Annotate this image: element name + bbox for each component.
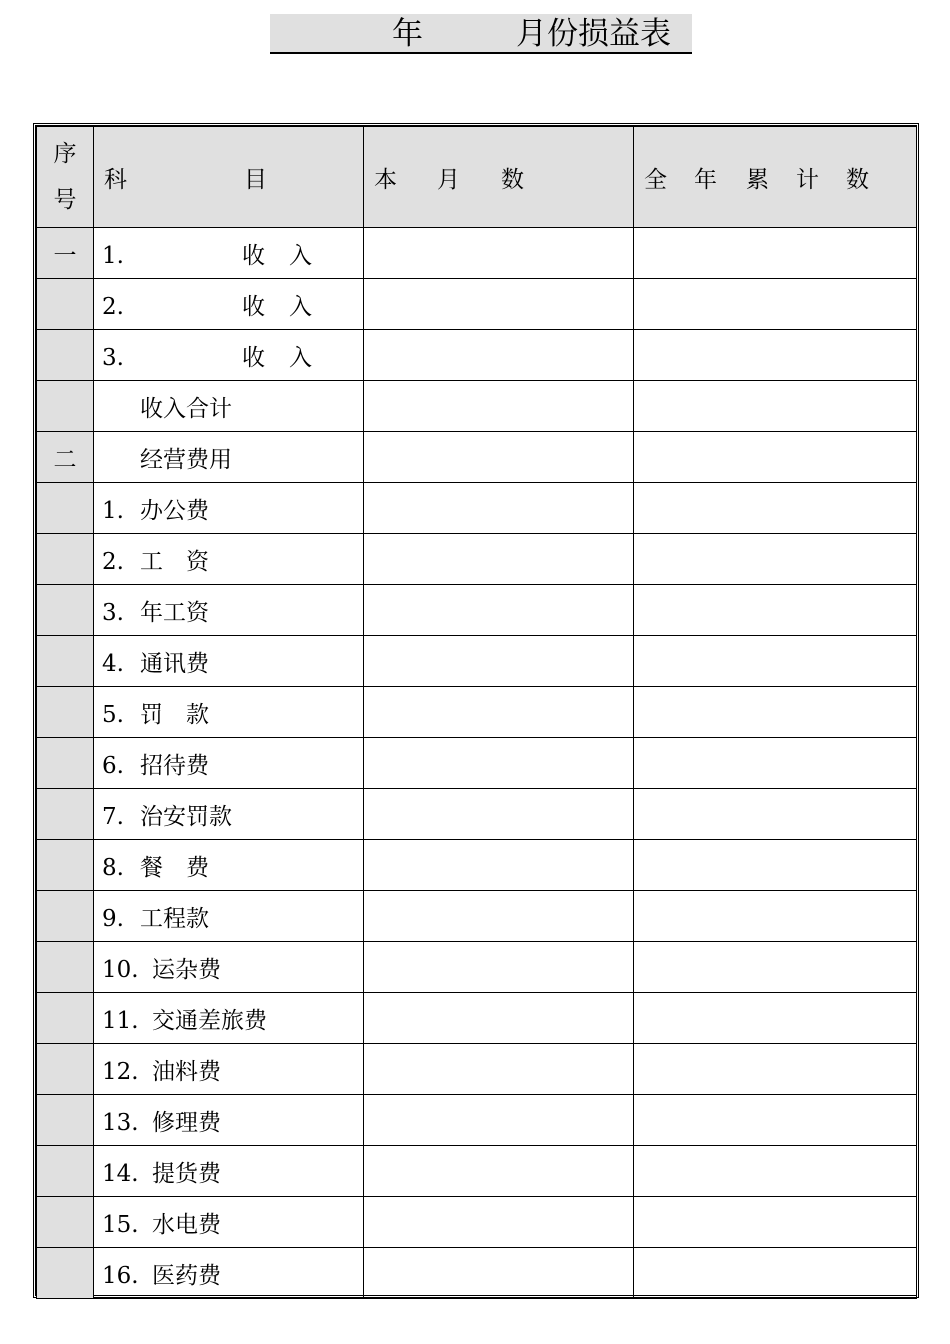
header-month: 本 月 数 xyxy=(364,127,634,228)
year-total-value-cell[interactable] xyxy=(634,1248,917,1299)
table-row xyxy=(37,228,917,279)
row-number: 14. xyxy=(102,1160,139,1187)
expense-label: 罚 款 xyxy=(140,701,209,728)
month-value-cell[interactable] xyxy=(364,1095,634,1146)
row-number: 11. xyxy=(102,1007,139,1034)
row-subject xyxy=(94,585,364,636)
year-total-value-cell[interactable] xyxy=(634,1044,917,1095)
table-row xyxy=(37,330,917,381)
month-value-cell[interactable] xyxy=(364,636,634,687)
expense-header-label: 经营费用 xyxy=(140,446,232,473)
profit-loss-table xyxy=(36,126,917,1299)
expense-label: 修理费 xyxy=(152,1109,221,1136)
row-number: 12. xyxy=(102,1058,139,1085)
row-index xyxy=(37,381,94,432)
table-row xyxy=(37,636,917,687)
table-row xyxy=(37,432,917,483)
expense-label: 工程款 xyxy=(140,905,209,932)
expense-label: 医药费 xyxy=(152,1262,221,1289)
year-total-value-cell[interactable] xyxy=(634,942,917,993)
row-number: 8. xyxy=(102,854,124,881)
row-index xyxy=(37,1044,94,1095)
row-number: 2. xyxy=(102,293,124,320)
row-number: 7. xyxy=(102,803,124,830)
title-year: 年 xyxy=(392,16,423,52)
year-total-value-cell[interactable] xyxy=(634,330,917,381)
row-subject xyxy=(94,1146,364,1197)
row-subject xyxy=(94,534,364,585)
expense-label: 招待费 xyxy=(140,752,209,779)
row-number: 15. xyxy=(102,1211,139,1238)
table-row xyxy=(37,279,917,330)
expense-label: 餐 费 xyxy=(140,854,209,881)
row-index xyxy=(37,585,94,636)
header-year-total: 全 年 累 计 数 xyxy=(634,127,917,228)
table-row xyxy=(37,1146,917,1197)
table-row xyxy=(37,993,917,1044)
row-index xyxy=(37,891,94,942)
row-subject xyxy=(94,1248,364,1299)
year-total-value-cell[interactable] xyxy=(634,687,917,738)
page-title xyxy=(270,14,692,54)
income-label-a: 收 xyxy=(241,293,265,320)
row-number: 1. xyxy=(102,242,124,269)
row-index xyxy=(37,228,94,279)
month-value-cell[interactable] xyxy=(364,381,634,432)
row-subject xyxy=(94,840,364,891)
month-value-cell[interactable] xyxy=(364,1197,634,1248)
row-index xyxy=(37,789,94,840)
row-number: 2. xyxy=(102,548,124,575)
row-subject xyxy=(94,1095,364,1146)
ledger-frame xyxy=(33,123,919,1298)
row-number: 6. xyxy=(102,752,124,779)
expense-label: 油料费 xyxy=(152,1058,221,1085)
income-label-b: 入 xyxy=(288,242,312,269)
row-number: 3. xyxy=(102,599,124,626)
row-number: 3. xyxy=(102,344,124,371)
row-index xyxy=(37,738,94,789)
year-total-value-cell[interactable] xyxy=(634,789,917,840)
row-subject xyxy=(94,279,364,330)
year-total-value-cell[interactable] xyxy=(634,840,917,891)
year-total-value-cell[interactable] xyxy=(634,228,917,279)
table-row xyxy=(37,483,917,534)
table-row xyxy=(37,840,917,891)
row-index xyxy=(37,942,94,993)
income-label xyxy=(242,237,312,270)
row-subject xyxy=(94,891,364,942)
table-row xyxy=(37,1248,917,1299)
row-index xyxy=(37,279,94,330)
row-index xyxy=(37,687,94,738)
expense-label: 交通差旅费 xyxy=(152,1007,267,1034)
year-total-value-cell[interactable] xyxy=(634,1146,917,1197)
title-text: 月份损益表 xyxy=(516,16,671,52)
table-row xyxy=(37,738,917,789)
table-row xyxy=(37,1044,917,1095)
income-label xyxy=(242,339,312,372)
row-subject xyxy=(94,381,364,432)
row-number: 13. xyxy=(102,1109,139,1136)
year-total-value-cell[interactable] xyxy=(634,891,917,942)
income-label xyxy=(242,288,312,321)
row-subject xyxy=(94,1197,364,1248)
table-row xyxy=(37,1197,917,1248)
year-total-value-cell[interactable] xyxy=(634,279,917,330)
income-label-b: 入 xyxy=(288,293,312,320)
year-total-value-cell[interactable] xyxy=(634,432,917,483)
row-subject xyxy=(94,738,364,789)
row-subject xyxy=(94,432,364,483)
month-value-cell[interactable] xyxy=(364,942,634,993)
row-index xyxy=(37,483,94,534)
month-value-cell[interactable] xyxy=(364,330,634,381)
year-total-value-cell[interactable] xyxy=(634,585,917,636)
row-index xyxy=(37,840,94,891)
expense-label: 提货费 xyxy=(152,1160,221,1187)
month-value-cell[interactable] xyxy=(364,483,634,534)
row-index-text: 一 xyxy=(53,242,77,269)
row-number: 5. xyxy=(102,701,124,728)
row-index-text: 二 xyxy=(53,446,77,473)
row-subject xyxy=(94,228,364,279)
expense-label: 工 资 xyxy=(140,548,209,575)
header-index: 序 号 xyxy=(37,127,94,228)
row-index xyxy=(37,993,94,1044)
year-total-value-cell[interactable] xyxy=(634,1197,917,1248)
expense-label: 运杂费 xyxy=(152,956,221,983)
table-row xyxy=(37,381,917,432)
table-row xyxy=(37,1095,917,1146)
row-subject xyxy=(94,636,364,687)
header-subject: 科 目 xyxy=(94,127,364,228)
row-number: 9. xyxy=(102,905,124,932)
row-index xyxy=(37,1146,94,1197)
expense-label: 通讯费 xyxy=(140,650,209,677)
row-index xyxy=(37,330,94,381)
expense-label: 治安罚款 xyxy=(140,803,232,830)
row-index xyxy=(37,1197,94,1248)
table-row xyxy=(37,891,917,942)
month-value-cell[interactable] xyxy=(364,687,634,738)
row-number: 16. xyxy=(102,1262,139,1289)
month-value-cell[interactable] xyxy=(364,534,634,585)
row-subject xyxy=(94,993,364,1044)
month-value-cell[interactable] xyxy=(364,432,634,483)
row-index xyxy=(37,1248,94,1299)
row-index xyxy=(37,1095,94,1146)
row-index xyxy=(37,636,94,687)
month-value-cell[interactable] xyxy=(364,585,634,636)
month-value-cell[interactable] xyxy=(364,1248,634,1299)
row-number: 4. xyxy=(102,650,124,677)
year-total-value-cell[interactable] xyxy=(634,636,917,687)
row-number: 1. xyxy=(102,497,124,524)
year-total-value-cell[interactable] xyxy=(634,738,917,789)
year-total-value-cell[interactable] xyxy=(634,483,917,534)
row-subject xyxy=(94,483,364,534)
month-value-cell[interactable] xyxy=(364,789,634,840)
table-row xyxy=(37,687,917,738)
month-value-cell[interactable] xyxy=(364,840,634,891)
income-label-a: 收 xyxy=(241,242,265,269)
month-value-cell[interactable] xyxy=(364,228,634,279)
income-total-label: 收入合计 xyxy=(140,395,232,422)
month-value-cell[interactable] xyxy=(364,738,634,789)
year-total-value-cell[interactable] xyxy=(634,381,917,432)
row-subject xyxy=(94,1044,364,1095)
expense-label: 年工资 xyxy=(140,599,209,626)
row-subject xyxy=(94,942,364,993)
year-total-value-cell[interactable] xyxy=(634,1095,917,1146)
table-row xyxy=(37,789,917,840)
income-label-b: 入 xyxy=(288,344,312,371)
income-label-a: 收 xyxy=(241,344,265,371)
month-value-cell[interactable] xyxy=(364,1146,634,1197)
month-value-cell[interactable] xyxy=(364,279,634,330)
table-row xyxy=(37,534,917,585)
year-total-value-cell[interactable] xyxy=(634,534,917,585)
table-row xyxy=(37,942,917,993)
row-subject xyxy=(94,330,364,381)
row-number: 10. xyxy=(102,956,139,983)
expense-label: 水电费 xyxy=(152,1211,221,1238)
row-subject xyxy=(94,687,364,738)
month-value-cell[interactable] xyxy=(364,891,634,942)
month-value-cell[interactable] xyxy=(364,1044,634,1095)
month-value-cell[interactable] xyxy=(364,993,634,1044)
row-index xyxy=(37,534,94,585)
table-header-row xyxy=(37,127,917,228)
row-index xyxy=(37,432,94,483)
table-row xyxy=(37,585,917,636)
expense-label: 办公费 xyxy=(140,497,209,524)
year-total-value-cell[interactable] xyxy=(634,993,917,1044)
row-subject xyxy=(94,789,364,840)
